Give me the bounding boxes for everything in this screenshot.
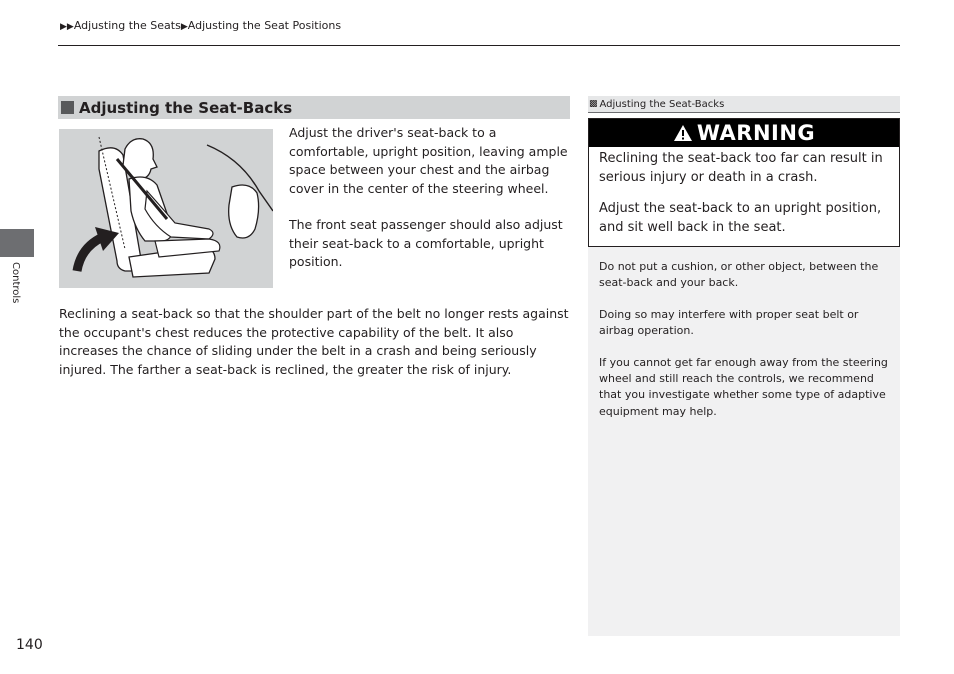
- notes-panel: [588, 247, 900, 636]
- chapter-tab-label: Controls: [10, 262, 21, 304]
- seat-illustration-graphic: [59, 129, 273, 288]
- warning-text-2: Adjust the seat-back to an upright position, and sit well back in the seat.: [599, 201, 882, 235]
- warning-box: [588, 118, 900, 247]
- warning-text-1: Reclining the seat-back too far can result in serious injury or death in a crash.: [599, 151, 883, 185]
- chapter-tab-marker: [0, 229, 34, 257]
- page-number: 140: [16, 637, 43, 653]
- section-header: [58, 96, 570, 119]
- section-title: Adjusting the Seat-Backs: [79, 98, 293, 117]
- warning-title-bar: [589, 119, 899, 147]
- note-tip-1: Do not put a cushion, or other object, between the seat-back and your back.: [599, 260, 879, 290]
- seat-back-instruction-driver: Adjust the driver's seat-back to a comfortable, upright position, leaving ample space between your chest and the airbag cover in the center of the steering wheel.: [289, 125, 568, 196]
- breadcrumb-subsection-link[interactable]: Adjusting the Seat Positions: [187, 19, 342, 32]
- header-divider: [58, 45, 900, 46]
- note-reference-header: [588, 96, 900, 113]
- warning-title: WARNING: [696, 121, 816, 145]
- note-tip-2: Doing so may interfere with proper seat belt or airbag operation.: [599, 308, 859, 338]
- section-square-icon: [61, 101, 74, 114]
- reference-icon: ▩: [589, 99, 598, 109]
- breadcrumb: [60, 19, 341, 32]
- breadcrumb-section-link[interactable]: Adjusting the Seats: [73, 19, 181, 32]
- recline-risk-paragraph: Reclining a seat-back so that the shoulder part of the belt no longer rests against the occupant's chest reduces the protective capability of the belt. It also increases the chance of sliding under the belt in a crash and being seriously injured. The farther a seat-back is reclined, the greater the risk of injury.: [59, 306, 569, 377]
- note-tip-3: If you cannot get far enough away from the steering wheel and still reach the controls, we recommend that you investigate whether some type of adaptive equipment may help.: [599, 356, 888, 418]
- breadcrumb-separator-icon: ▶: [180, 22, 188, 32]
- breadcrumb-arrows-icon: ▶▶: [60, 22, 74, 32]
- seat-back-instruction-passenger: The front seat passenger should also adjust their seat-back to a comfortable, upright position.: [289, 217, 563, 269]
- seat-back-recline-illustration: [59, 129, 273, 288]
- warning-triangle-icon: [673, 124, 693, 142]
- note-reference-label[interactable]: Adjusting the Seat-Backs: [599, 98, 725, 110]
